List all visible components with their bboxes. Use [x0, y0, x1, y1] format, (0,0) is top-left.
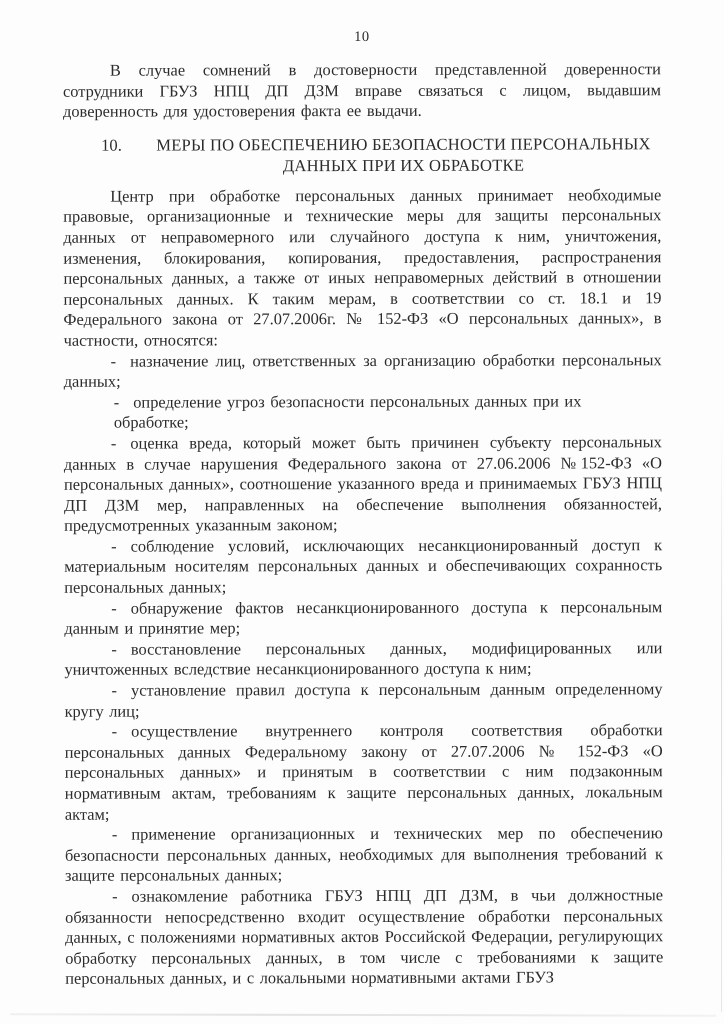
measures-list-item: [64, 638, 662, 681]
measures-list-item: [64, 391, 662, 434]
list-item-text: восстановление персональных данных, модифицированных или уничтоженных вследствие несанкционированного доступа к ним;: [64, 638, 663, 680]
list-item-text: обнаружение фактов несанкционированного доступа к персональным данным и принятие мер;: [64, 596, 663, 639]
list-dash-marker: -: [111, 639, 117, 659]
list-item-text: оценка вреда, который может быть причинен субъекту персональных данных в случае нарушения Федерального закона от 27.06.2006 №152-ФЗ «О персональных данных», соотношение указанного вреда и принимаемых ГБУЗ НПЦ ДП ДЗМ мер, направленных на обеспечение выполнения обязанностей, предусмотренных указанным законом;: [63, 432, 663, 536]
measures-list-item: [65, 885, 663, 990]
list-dash-marker: -: [110, 351, 117, 371]
measures-list-item: [64, 535, 662, 598]
measures-paragraph: Центр при обработке персональных данных принимает необходимые правовые, организационные и технические меры для защиты персональных данных от неправомерного или случайного доступа к ним, уничтожения, изменения, блокирования, копирования, предоставления, распространения персональных данных, а также от иных неправомерных действий в отношении персональных данных. К таким мерам, в соответствии со ст. 18.1 и 19 Федерального закона от 27.07.2006г. № 152-ФЗ «О персональных данных», в частности, относятся:: [63, 184, 662, 350]
list-item-text: применение организационных и технических мер по обеспечению безопасности персональных данных, необходимых для выполнения требований к защите персональных данных;: [64, 823, 663, 886]
measures-list-item: [64, 597, 662, 640]
list-dash-marker: -: [111, 536, 117, 556]
list-dash-marker: -: [111, 721, 118, 741]
page-edge-shadow-bottom: [10, 1013, 716, 1016]
section-heading: [63, 133, 661, 178]
list-dash-marker: -: [111, 680, 118, 700]
measures-list-item: [64, 679, 662, 722]
list-item-text: осуществление внутреннего контроля соответствия обработки персональных данных Федеральному закону от 27.07.2006 № 152-ФЗ «О персональных данных» и принятым в соответствии с ним подзаконным нормативным актам, требованиям к защите персональных данных, локальным актам;: [64, 720, 663, 824]
measures-list-item: [65, 720, 663, 825]
list-dash-marker: -: [111, 598, 117, 618]
page-edge-shadow-right: [721, 420, 722, 1012]
list-item-text: назначение лиц, ответственных за организацию обработки персональных данных;: [63, 349, 662, 391]
section-number: 10.: [101, 135, 122, 155]
list-item-text: определение угроз безопасности персональных данных при их обработке;: [113, 391, 582, 432]
list-dash-marker: -: [112, 886, 118, 906]
list-item-text: ознакомление работника ГБУЗ НПЦ ДП ДЗМ, в чьи должностные обязанности непосредственно входит осуществление обработки персональных данных, с положениями нормативных актов Российской Федерации, регулирующих обработку персональных данных, в том числе с требованиями к защите персональных данных, и с локальными нормативными актами ГБУЗ: [65, 885, 664, 989]
measures-list: [64, 350, 664, 990]
section-title: МЕРЫ ПО ОБЕСПЕЧЕНИЮ БЕЗОПАСНОСТИ ПЕРСОНАЛЬНЫХ ДАННЫХ ПРИ ИХ ОБРАБОТКЕ: [156, 134, 651, 176]
measures-list-item: [64, 350, 662, 393]
measures-list-item: [65, 823, 663, 886]
intro-paragraph: В случае сомнений в достоверности представленной доверенности сотрудники ГБУЗ НПЦ ДП ДЗМ вправе связаться с лицом, выдавшим доверенность для удостоверения факта ее выдачи.: [62, 59, 661, 121]
measures-list-item: [64, 432, 662, 537]
list-dash-marker: -: [110, 433, 117, 453]
page-number: 10: [354, 28, 370, 46]
list-item-text: соблюдение условий, исключающих несанкционированный доступ к материальным носителям персональных данных и обеспечивающих сохранность персональных данных;: [64, 535, 663, 597]
list-dash-marker: -: [113, 392, 120, 412]
list-dash-marker: -: [111, 824, 118, 844]
list-item-text: установление правил доступа к персональным данным определенному кругу лиц;: [64, 679, 663, 721]
